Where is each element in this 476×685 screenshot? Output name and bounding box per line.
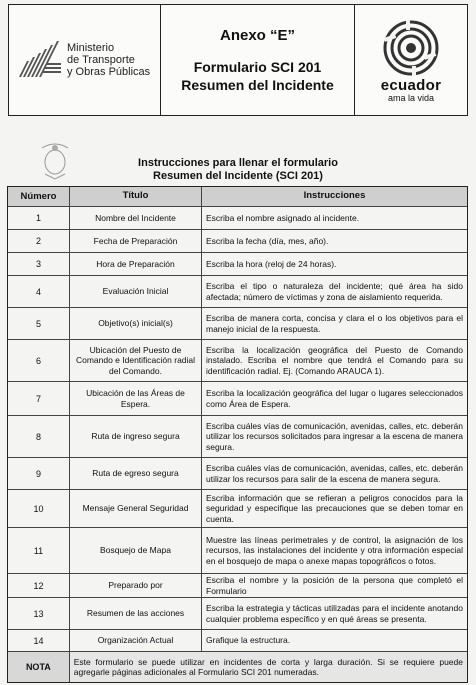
ministry-line-3: y Obras Públicas — [67, 66, 151, 78]
form-name: Resumen del Incidente — [181, 76, 334, 93]
row-instructions: Escriba información que se refieran a peligros conocidos para la seguridad y especifique las precauciones que se deben tomar en cuenta. — [206, 492, 463, 524]
form-number: Formulario SCI 201 — [193, 58, 322, 75]
table-row — [8, 340, 467, 382]
row-title: Evaluación Inicial — [70, 276, 202, 307]
ministry-name — [67, 42, 150, 78]
document-header — [8, 4, 468, 116]
ministry-emblem-icon — [17, 37, 63, 83]
table-row — [8, 574, 467, 598]
form-title-block — [161, 5, 355, 115]
table-row — [8, 490, 467, 528]
ecuador-brand-logo-icon — [376, 18, 446, 78]
row-title: Hora de Preparación — [70, 253, 202, 275]
row-number: 12 — [8, 574, 70, 597]
ministry-line-1: Ministerio — [67, 42, 115, 54]
row-title: Fecha de Preparación — [70, 230, 202, 252]
row-number: 7 — [8, 382, 70, 415]
table-row — [8, 630, 467, 652]
row-number: 8 — [8, 416, 70, 457]
ministry-logo-block — [9, 5, 161, 115]
table-row — [8, 528, 467, 574]
row-instructions: Escriba la estrategia y tácticas utilizadas para el incidente anotando cualquier problema específico y en qué áreas se presenta. — [206, 603, 463, 624]
row-title: Preparado por — [70, 574, 202, 597]
row-title: Objetivo(s) inicial(s) — [70, 308, 202, 339]
row-number: 14 — [8, 630, 70, 651]
row-title: Ruta de egreso segura — [70, 458, 202, 489]
header-title: Título — [70, 187, 202, 206]
table-row — [8, 308, 467, 340]
ministry-line-2: de Transporte — [67, 54, 135, 66]
nota-label: NOTA — [8, 652, 70, 682]
row-instructions: Escriba cuáles vías de comunicación, avenidas, calles, etc. deberán utilizar los recursos solicitados para ingresar a la escena de manera segura. — [206, 420, 463, 452]
header-number: Número — [8, 187, 70, 206]
nota-text: Este formulario se puede utilizar en incidentes de corta y larga duración. Si se requiere puede agregarle páginas adicionales al Formulario SCI 201 numeradas. — [73, 656, 463, 677]
instructions-title-line-2: Resumen del Incidente (SCI 201) — [153, 170, 323, 182]
instructions-table — [7, 186, 468, 683]
annex-label: Anexo “E” — [219, 26, 295, 44]
row-title: Resumen de las acciones — [70, 598, 202, 629]
table-row — [8, 276, 467, 308]
row-number: 5 — [8, 308, 70, 339]
table-row — [8, 416, 467, 458]
table-row — [8, 598, 467, 630]
row-title: Ubicación de las Áreas de Espera. — [70, 382, 202, 415]
table-row — [8, 253, 467, 276]
row-number: 4 — [8, 276, 70, 307]
instructions-title-line-1: Instrucciones para llenar el formulario — [138, 157, 338, 169]
table-row — [8, 458, 467, 490]
row-instructions: Escriba cuáles vías de comunicación, avenidas, calles, etc. deberán utilizar los recursos para salir de la escena de manera segura. — [206, 463, 463, 484]
row-number: 1 — [8, 207, 70, 229]
row-title: Ruta de ingreso segura — [70, 416, 202, 457]
row-instructions: Escriba el nombre asignado al incidente. — [206, 212, 360, 223]
table-row — [8, 382, 467, 416]
row-title: Mensaje General Seguridad — [70, 490, 202, 527]
row-instructions: Escriba el nombre y la posición de la persona que completó el Formulario — [206, 575, 463, 596]
row-title: Nombre del Incidente — [70, 207, 202, 229]
nota-row — [8, 652, 467, 682]
row-title: Ubicación del Puesto de Comando e Identificación radial del Comando. — [70, 340, 202, 381]
row-title: Organización Actual — [70, 630, 202, 651]
row-instructions: Muestre las líneas perimetrales y de control, la asignación de los recursos, las instalaciones del incidente y otra información especial en el bosquejo de mapa o anexe mapas topográficos o fotos. — [206, 534, 463, 566]
instructions-title — [0, 157, 476, 183]
brand-name: ecuador — [380, 76, 442, 94]
row-number: 13 — [8, 598, 70, 629]
row-instructions: Escriba de manera corta, concisa y clara el o los objetivos para el manejo inicial de la respuesta. — [206, 313, 463, 334]
row-number: 6 — [8, 340, 70, 381]
table-row — [8, 230, 467, 253]
row-number: 10 — [8, 490, 70, 527]
row-instructions: Grafique la estructura. — [206, 635, 291, 646]
table-header-row — [8, 187, 467, 207]
row-number: 11 — [8, 528, 70, 573]
row-number: 3 — [8, 253, 70, 275]
row-instructions: Escriba el tipo o naturaleza del incidente; qué área ha sido afectada; número de víctimas y zona de aislamiento requerida. — [206, 281, 463, 302]
row-title: Bosquejo de Mapa — [70, 528, 202, 573]
table-row — [8, 207, 467, 230]
brand-tagline: ama la vida — [387, 92, 435, 103]
row-instructions: Escriba la localización geográfica del lugar o lugares seleccionados como Área de Espera. — [206, 388, 463, 409]
row-instructions: Escriba la fecha (día, mes, año). — [206, 235, 329, 246]
row-instructions: Escriba la localización geográfica del Puesto de Comando instalado. Escriba el nombre que tendrá el Comando para su identificación radial. Ej. (Comando ARAUCA 1). — [206, 344, 463, 376]
row-number: 9 — [8, 458, 70, 489]
row-number: 2 — [8, 230, 70, 252]
header-instructions: Instrucciones — [303, 190, 366, 202]
row-instructions: Escriba la hora (reloj de 24 horas). — [206, 258, 337, 269]
brand-logo-block — [355, 5, 467, 115]
